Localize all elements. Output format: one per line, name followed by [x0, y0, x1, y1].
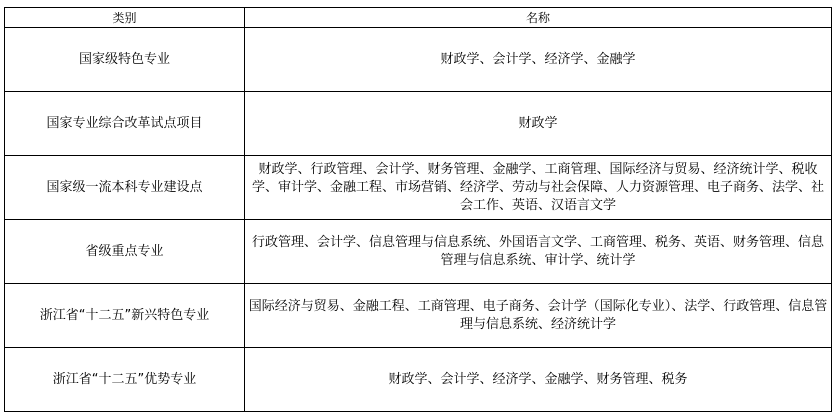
names-cell: 行政管理、会计学、信息管理与信息系统、外国语言文学、工商管理、税务、英语、财务管理、信息管理与信息系统、审计学、统计学: [245, 220, 832, 284]
category-cell: 国家级特色专业: [5, 28, 245, 92]
category-cell: 浙江省“十二五”新兴特色专业: [5, 284, 245, 348]
category-cell: 国家级一流本科专业建设点: [5, 156, 245, 220]
category-cell: 省级重点专业: [5, 220, 245, 284]
names-cell: 财政学、会计学、经济学、金融学: [245, 28, 832, 92]
category-cell: 国家专业综合改革试点项目: [5, 92, 245, 156]
table-row: [5, 92, 832, 156]
table-row: [5, 284, 832, 348]
names-cell: 国际经济与贸易、金融工程、工商管理、电子商务、会计学（国际化专业）、法学、行政管理、信息管理与信息系统、经济统计学: [245, 284, 832, 348]
names-cell: 财政学、行政管理、会计学、财务管理、金融学、工商管理、国际经济与贸易、经济统计学、税收学、审计学、金融工程、市场营销、经济学、劳动与社会保障、人力资源管理、电子商务、法学、社会工作、英语、汉语言文学: [245, 156, 832, 220]
table-row: [5, 28, 832, 92]
table-row: [5, 348, 832, 412]
header-name: 名称: [245, 8, 832, 28]
table-row: [5, 156, 832, 220]
table-row: [5, 220, 832, 284]
names-cell: 财政学: [245, 92, 832, 156]
names-cell: 财政学、会计学、经济学、金融学、财务管理、税务: [245, 348, 832, 412]
majors-table: [4, 7, 832, 412]
header-category: 类别: [5, 8, 245, 28]
category-cell: 浙江省“十二五”优势专业: [5, 348, 245, 412]
header-row: [5, 8, 832, 28]
